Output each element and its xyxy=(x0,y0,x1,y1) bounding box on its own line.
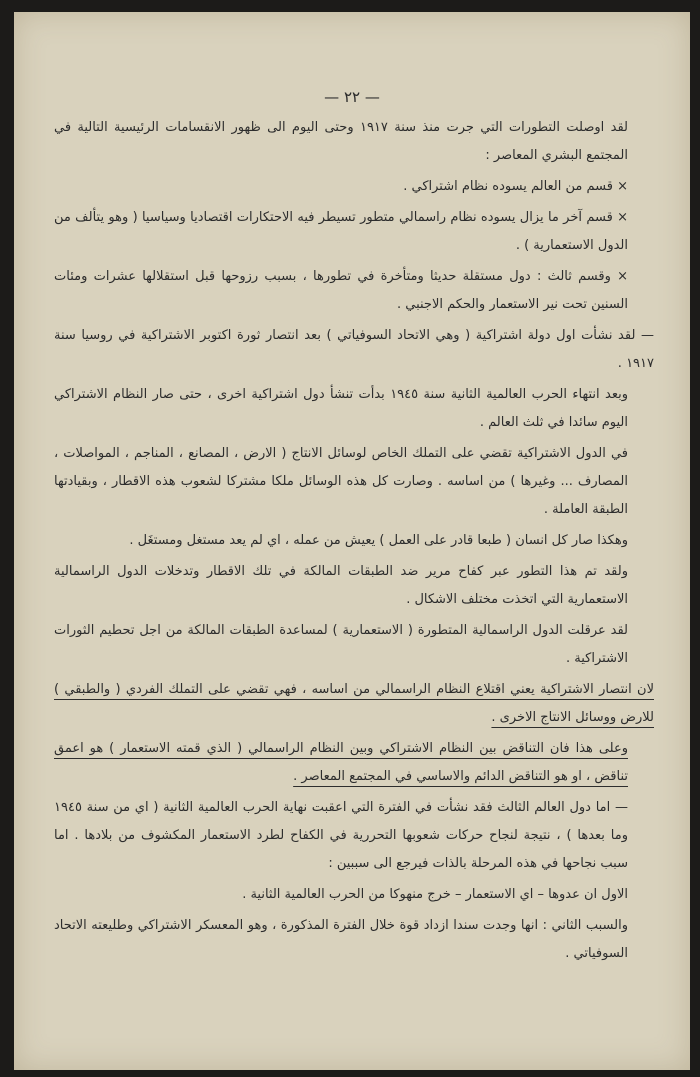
paragraph-second-reason: والسبب الثاني : انها وجدت سندا ازداد قوة خلال الفترة المذكورة ، وهو المعسكر الاشتراكي وطليعته الاتحاد السوفياتي . xyxy=(54,918,628,961)
paragraph-first-reason: الاول ان عدوها – اي الاستعمار – خرج منهوكا من الحرب العالمية الثانية . xyxy=(242,887,628,902)
paragraph-third-world: — اما دول العالم الثالث فقد نشأت في الفترة التي اعقبت نهاية الحرب العالمية الثانية ( اي من سنة ١٩٤٥ وما بعدها ) ، نتيجة لنجاح حركات شعوبها التحررية في الكفاح لطرد الاستعمار المكشوف من بلادها . اما سبب نجاحها في هذه المرحلة بالذات فيرجع الى سببين : xyxy=(54,800,628,871)
document-body xyxy=(54,114,654,971)
paragraph-struggle: ولقد تم هذا التطور عبر كفاح مرير ضد الطبقات المالكة في تلك الاقطار وتدخلات الدول الراسمالية الاستعمارية التي اتخذت مختلف الاشكال . xyxy=(54,564,628,607)
paragraph-first-socialist-state: — لقد نشأت اول دولة اشتراكية ( وهي الاتحاد السوفياتي ) بعد انتصار ثورة اكتوبر الاشتراكية في روسيا سنة ١٩١٧ . xyxy=(54,328,654,371)
list-item-third-world: × وقسم ثالث : دول مستقلة حديثا ومتأخرة في تطورها ، بسبب رزوحها قبل استقلالها عشرات ومئات السنين تحت نير الاستعمار والحكم الاجنبي . xyxy=(54,269,628,312)
paragraph-intro: لقد اوصلت التطورات التي جرت منذ سنة ١٩١٧ وحتى اليوم الى ظهور الانقسامات الرئيسية التالية في المجتمع البشري المعاصر : xyxy=(54,120,628,163)
paragraph-underlined-victory: لان انتصار الاشتراكية يعني اقتلاع النظام الراسمالي من اساسه ، فهي تقضي على التملك الفردي ( والطبقي ) للارض ووسائل الانتاج الاخرى . xyxy=(54,682,654,725)
paragraph-after-ww2: وبعد انتهاء الحرب العالمية الثانية سنة ١٩٤٥ بدأت تنشأ دول اشتراكية اخرى ، حتى صار النظام الاشتراكي اليوم سائدا في ثلث العالم . xyxy=(54,387,628,430)
paragraph-no-exploitation: وهكذا صار كل انسان ( طبعا قادر على العمل ) يعيش من عمله ، اي لم يعد مستغل ومستغَل . xyxy=(129,533,628,548)
paragraph-means-of-production: في الدول الاشتراكية تقضي على التملك الخاص لوسائل الانتاج ( الارض ، المصانع ، المناجم ، المواصلات ، المصارف ... وغيرها ) من اساسه . وصارت كل هذه الوسائل ملكا مشتركا لشعوب هذه الاقطار ، وبقيادتها الطبقة العاملة . xyxy=(54,446,628,517)
page-number: — ٢٢ — xyxy=(324,88,380,106)
paragraph-obstruction: لقد عرقلت الدول الراسمالية المتطورة ( الاستعمارية ) لمساعدة الطبقات المالكة من اجل تحطيم الثورات الاشتراكية . xyxy=(54,623,628,666)
list-item-socialist: × قسم من العالم يسوده نظام اشتراكي . xyxy=(403,179,628,194)
list-item-capitalist: × قسم آخر ما يزال يسوده نظام راسمالي متطور تسيطر فيه الاحتكارات اقتصاديا وسياسيا ( وهو يتألف من الدول الاستعمارية ) . xyxy=(54,210,628,253)
paragraph-underlined-contradiction: وعلى هذا فان التناقض بين النظام الاشتراكي وبين النظام الراسمالي ( الذي قمته الاستعمار ) هو اعمق تناقض ، او هو التناقض الدائم والاساسي في المجتمع المعاصر . xyxy=(54,741,628,784)
document-page xyxy=(14,12,690,1070)
